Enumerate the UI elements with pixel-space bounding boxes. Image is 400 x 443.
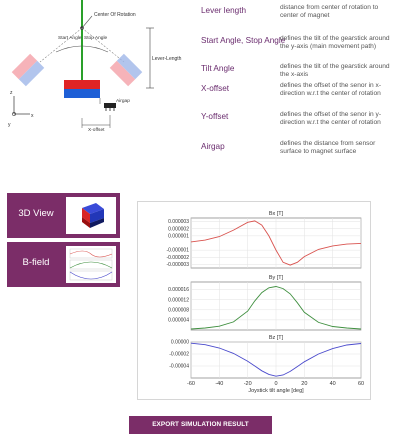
x-tick-label: -20 [243,381,252,387]
3d-view-thumbnail [66,197,116,234]
sensor-chip [104,103,116,108]
subplot-title: Bz [T] [268,335,284,341]
y-tick-label: -0.00002 [169,351,189,358]
b-field-plot-panel [137,201,371,400]
lever-length-label: Lever-Length [152,56,182,62]
3d-view-button[interactable] [7,193,120,238]
y-tick-label: 0.000001 [168,233,189,240]
start-angle-label: Start Angle [58,36,82,41]
export-simulation-result-button[interactable]: EXPORT SIMULATION RESULT [129,416,272,434]
param-label-tilt-angle: Tilt Angle [201,64,235,73]
x-axis-label: x [31,113,34,119]
y-tick-label: -0.000002 [166,254,189,261]
magnet-north [64,80,100,89]
param-desc-start-stop-angle: defines the tilt of the gearstick around the y-axis (main movement path) [280,35,390,50]
param-label-x-offset: X-offset [201,84,230,93]
y-tick-label: -0.000001 [166,247,189,254]
param-label-y-offset: Y-offset [201,112,229,121]
cube-icon [66,197,116,234]
x-tick-label: 20 [301,381,308,387]
param-label-airgap: Airgap [201,142,225,151]
airgap-label: Airgap [116,99,130,104]
b-field-thumbnail [66,246,116,283]
param-desc-x-offset: defines the offset of the senor in x-direction w.r.t the center of rotation [280,82,382,97]
x-tick-label: 60 [357,381,365,387]
magnet-start-position [12,54,45,87]
x-tick-label: -40 [215,381,224,387]
param-desc-airgap: defines the distance from sensor surface to magnet surface [280,140,376,155]
b-field-plots [138,202,370,399]
y-tick-label: -0.000003 [166,262,189,269]
joystick-diagram [0,0,190,150]
param-desc-tilt-angle: defines the tilt of the gearstick around the x-axis [280,63,390,78]
y-tick-label: 0.000002 [168,226,189,233]
y-tick-label: 0.000012 [168,297,189,304]
subplot-title: By [T] [268,275,284,281]
magnet-south [64,89,100,98]
y-tick-label: 0.000016 [168,287,189,294]
y-tick-label: -0.00004 [169,363,189,370]
z-axis-label: z [10,90,13,96]
b-field-button-label: B-field [22,257,50,268]
x-offset-label: X-offset [88,128,105,133]
x-tick-label: 40 [329,381,336,387]
x-axis-title: Joystick tilt angle [deg] [248,388,304,394]
subplot-title: Bx [T] [268,211,284,217]
param-label-start-stop-angle: Start Angle, Stop Angle [201,36,286,45]
param-desc-y-offset: defines the offset of the senor in y-direction w.r.t the center of rotation [280,111,382,126]
y-axis-label: y [8,122,11,128]
y-tick-label: 0.000003 [168,219,189,226]
magnet-stop-position [110,54,143,87]
param-label-lever-length: Lever length [201,6,247,15]
x-tick-label: -60 [187,381,195,387]
y-tick-label: 0.00000 [170,339,189,346]
center-of-rotation-label: Center Of Rotation [94,12,136,18]
stop-angle-label: Stop Angle [84,36,108,41]
param-desc-lever-length: distance from center of rotation to center of magnet [280,4,379,19]
plot-thumbnail-icon [66,246,116,283]
y-tick-label: 0.000004 [168,317,189,324]
y-tick-label: 0.000008 [168,307,189,314]
b-field-button[interactable] [7,242,120,287]
x-tick-label: 0 [274,381,278,387]
3d-view-button-label: 3D View [18,208,54,219]
